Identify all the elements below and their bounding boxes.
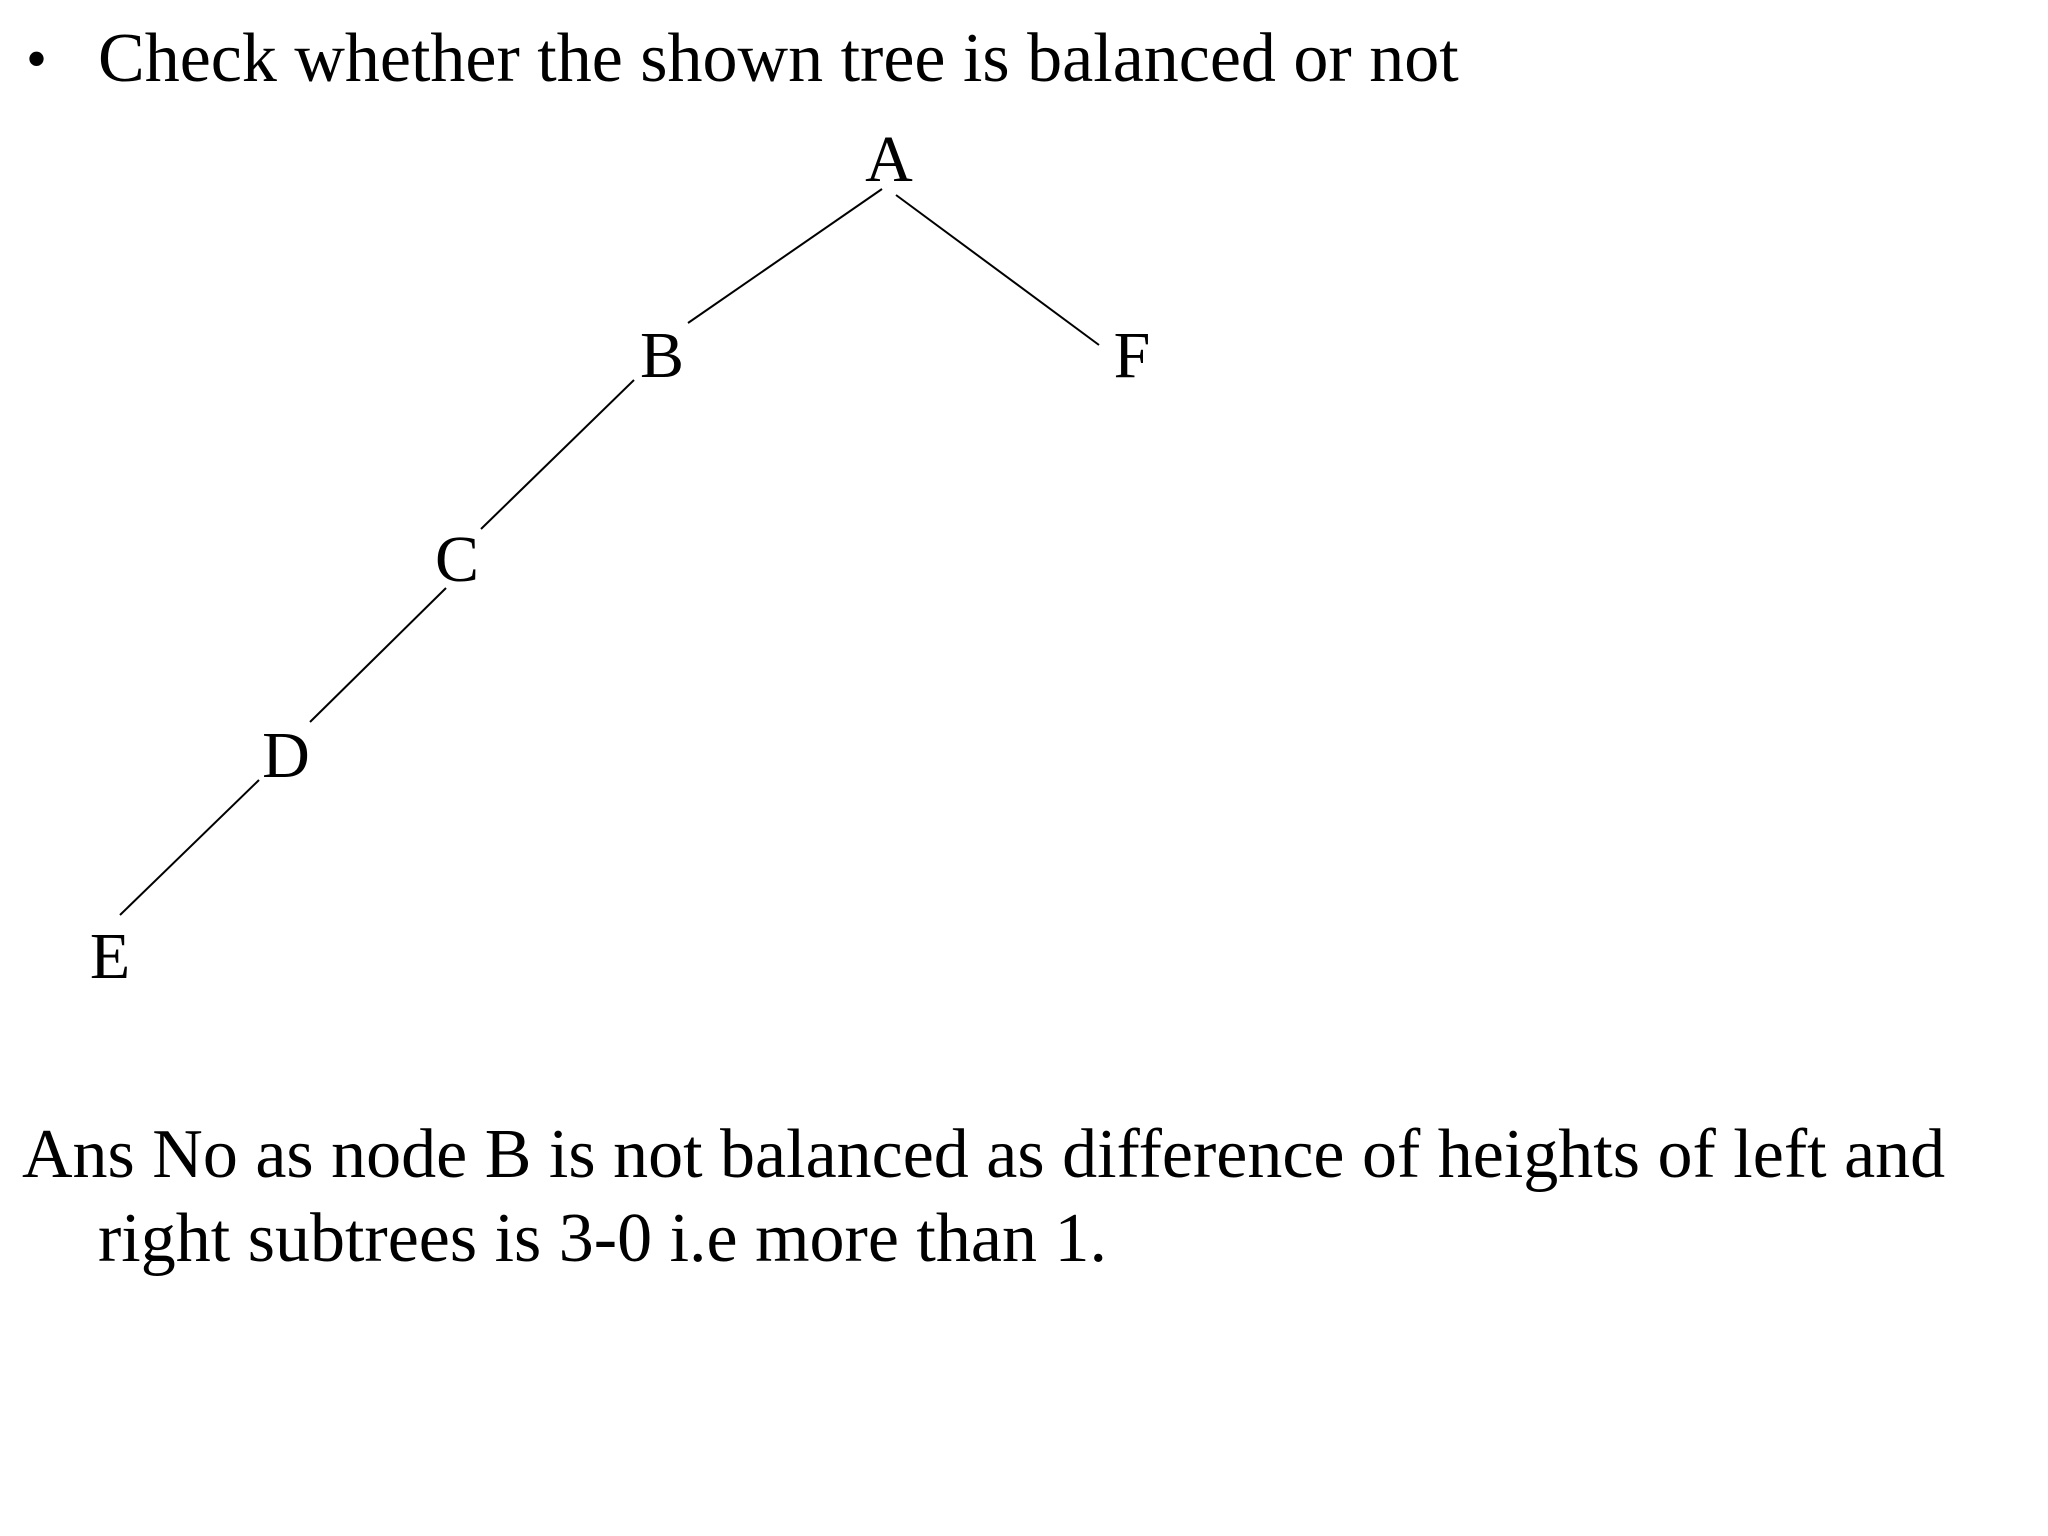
tree-edges: [120, 189, 1099, 915]
node-c: C: [434, 523, 480, 596]
node-b: B: [639, 319, 685, 392]
edge-d-e: [120, 780, 259, 915]
answer-line-2: right subtrees is 3-0 i.e more than 1.: [98, 1200, 1107, 1277]
node-d: D: [262, 719, 310, 792]
answer-line-1: Ans No as node B is not balanced as difference of heights of left and: [22, 1116, 1946, 1193]
node-a: A: [865, 123, 913, 196]
edge-a-f: [896, 195, 1099, 345]
question-text: Check whether the shown tree is balanced or not: [98, 20, 1459, 97]
edge-c-d: [310, 588, 446, 722]
edge-a-b: [688, 189, 882, 323]
bullet-marker: •: [26, 26, 48, 92]
node-e: E: [89, 920, 131, 993]
tree-nodes: [90, 123, 1151, 993]
edge-b-c: [481, 380, 634, 529]
node-f: F: [1113, 319, 1151, 392]
answer-text: [22, 1113, 2002, 1281]
